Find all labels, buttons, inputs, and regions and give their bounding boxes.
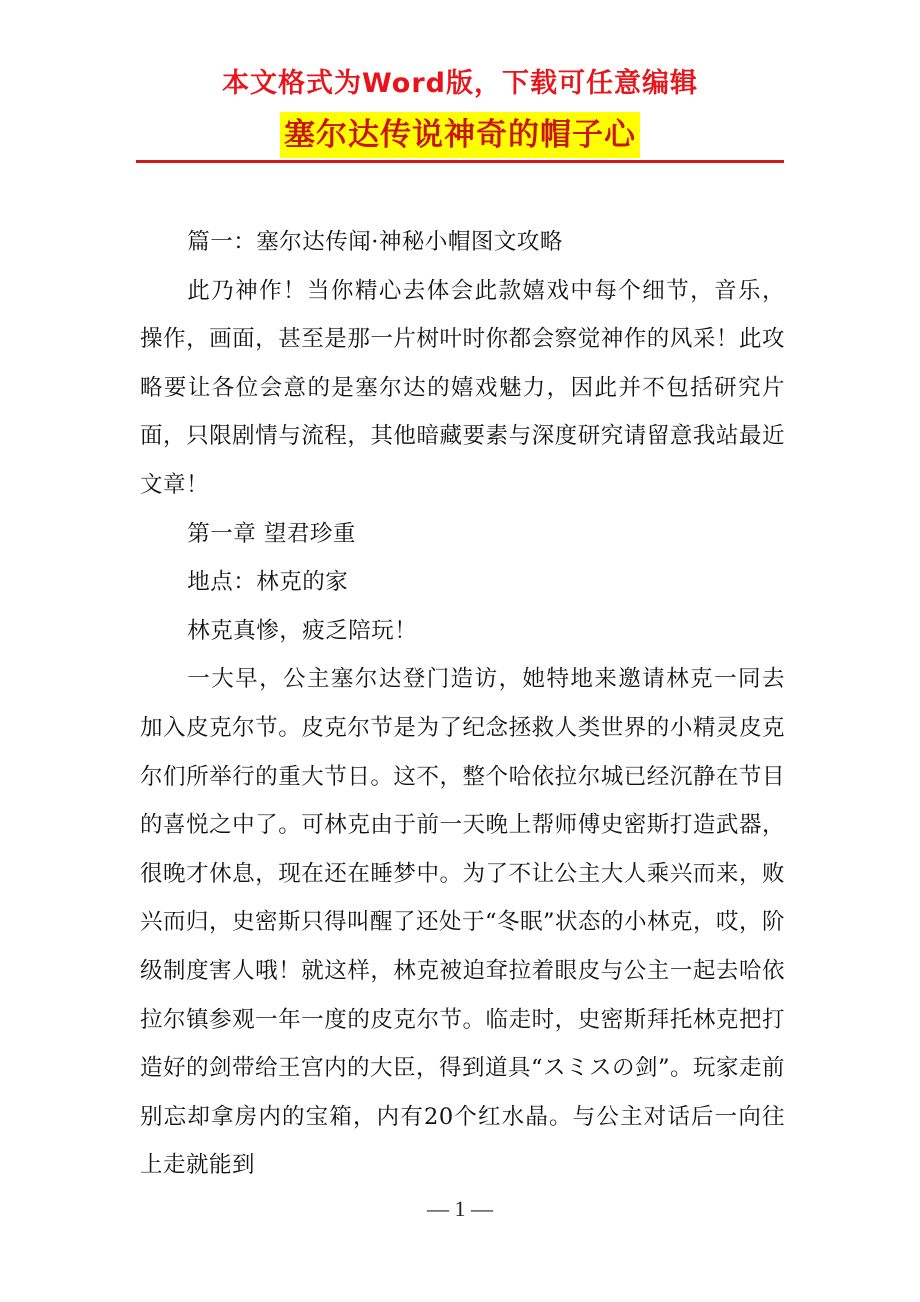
story-paragraph: 一大早，公主塞尔达登门造访，她特地来邀请林克一同去加入皮克尔节。皮克尔节是为了纪念拯救人类世界的小精灵皮克尔们所举行的重大节日。这不，整个哈依拉尔城已经沉静在节目的喜悦之中了。可林克由于前一天晚上帮师傅史密斯打造武器，很晚才休息，现在还在睡梦中。为了不让公主大人乘兴而来，败兴而归，史密斯只得叫醒了还处于“冬眠”状态的小林克，哎，阶级制度害人哦！就这样，林克被迫耷拉着眼皮与公主一起去哈依拉尔镇参观一年一度的皮克尔节。临走时，史密斯拜托林克把打造好的剑带给王宫内的大臣，得到道具“スミスの剑”。玩家走前别忘却拿房内的宝箱，内有20个红水晶。与公主对话后一向往上走就能到 [140,666,786,1179]
document-body [140,218,785,1190]
section-heading: 篇一：塞尔达传闻·神秘小帽图文攻略 [187,229,563,255]
location-line: 地点：林克的家 [187,569,349,596]
intro-paragraph: 此乃神作！当你精心去体会此款嬉戏中每个细节，音乐，操作，画面，甚至是那一片树叶时你都会察觉神作的风采！此攻略要让各位会意的是塞尔达的嬉戏魅力，因此并不包括研究片面，只限剧情与流程，其他暗藏要素与深度研究请留意我站最近文章！ [140,277,785,498]
header-notice: 本文格式为Word版，下载可任意编辑 [221,68,698,99]
header-divider [136,160,784,163]
page-number: — 1 — [427,1196,493,1221]
subtitle-line: 林克真惨，疲乏陪玩！ [187,617,418,644]
chapter-heading: 第一章 望君珍重 [187,520,356,547]
title-block [0,112,920,158]
document-title: 塞尔达传说神奇的帽子心 [280,112,640,158]
